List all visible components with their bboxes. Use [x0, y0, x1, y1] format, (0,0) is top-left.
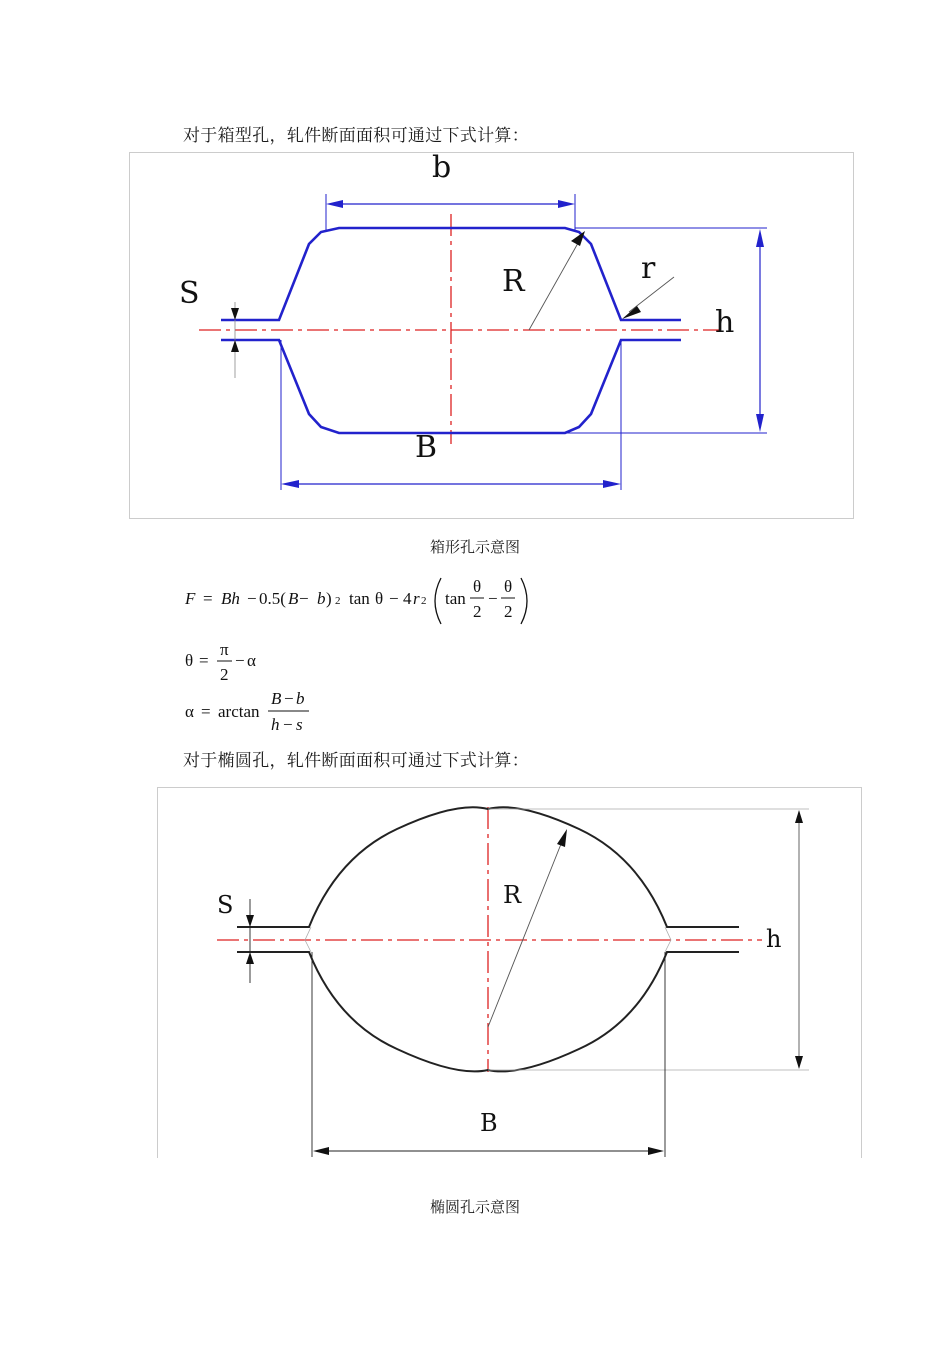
box-label-R: R	[502, 264, 525, 299]
svg-text:α: α	[185, 702, 194, 721]
svg-text:−: −	[488, 589, 498, 608]
box-label-h: h	[715, 305, 735, 340]
svg-text:=: =	[201, 702, 211, 721]
svg-text:2: 2	[504, 602, 513, 621]
oval-pass-figure	[157, 787, 863, 1159]
svg-text:θ: θ	[473, 577, 482, 596]
box-label-r: r	[641, 251, 656, 286]
oval-label-S: S	[217, 891, 234, 919]
oval-label-h: h	[766, 925, 782, 953]
svg-text:tan: tan	[349, 589, 370, 608]
box-label-S: S	[179, 276, 200, 311]
svg-text:s: s	[296, 715, 303, 734]
svg-text:B: B	[288, 589, 299, 608]
svg-text:−: −	[389, 589, 399, 608]
svg-text:2: 2	[335, 595, 341, 607]
svg-text:r: r	[413, 589, 420, 608]
svg-text:Bh: Bh	[221, 589, 240, 608]
svg-text:=: =	[199, 651, 209, 670]
svg-text:−: −	[235, 651, 245, 670]
svg-text:−: −	[247, 589, 257, 608]
svg-text:4: 4	[403, 589, 412, 608]
svg-text:arctan: arctan	[218, 702, 260, 721]
caption-box-figure: 箱形孔示意图	[429, 538, 520, 556]
svg-text:F: F	[185, 589, 196, 608]
paragraph-box-intro: 对于箱型孔，轧件断面面积可通过下式计算：	[183, 126, 529, 146]
box-label-b: b	[432, 152, 452, 185]
svg-text:2: 2	[421, 595, 427, 607]
oval-label-B: B	[480, 1109, 498, 1137]
svg-text:−: −	[299, 589, 309, 608]
caption-oval-figure: 椭圆孔示意图	[429, 1198, 520, 1216]
svg-text:tan: tan	[445, 589, 466, 608]
svg-text:b: b	[296, 689, 305, 708]
svg-text:θ: θ	[185, 651, 194, 670]
svg-text:2: 2	[473, 602, 482, 621]
svg-text:0.5(: 0.5(	[259, 589, 286, 608]
svg-text:π: π	[220, 640, 229, 659]
formula-theta	[183, 636, 303, 691]
svg-text:−: −	[284, 689, 294, 708]
formula-area	[183, 570, 543, 633]
svg-text:−: −	[283, 715, 293, 734]
svg-text:=: =	[203, 589, 213, 608]
svg-text:2: 2	[220, 665, 229, 684]
svg-text:b: b	[317, 589, 326, 608]
svg-text:α: α	[247, 651, 256, 670]
svg-text:θ: θ	[375, 589, 384, 608]
box-pass-figure	[129, 152, 854, 520]
svg-text:θ: θ	[504, 577, 513, 596]
paragraph-oval-intro: 对于椭圆孔，轧件断面面积可通过下式计算：	[183, 751, 529, 771]
svg-text:h: h	[271, 715, 280, 734]
svg-text:B: B	[271, 689, 282, 708]
oval-label-R: R	[503, 881, 522, 909]
formula-alpha	[183, 686, 353, 741]
svg-text:): )	[326, 589, 332, 608]
box-label-B: B	[415, 430, 438, 465]
